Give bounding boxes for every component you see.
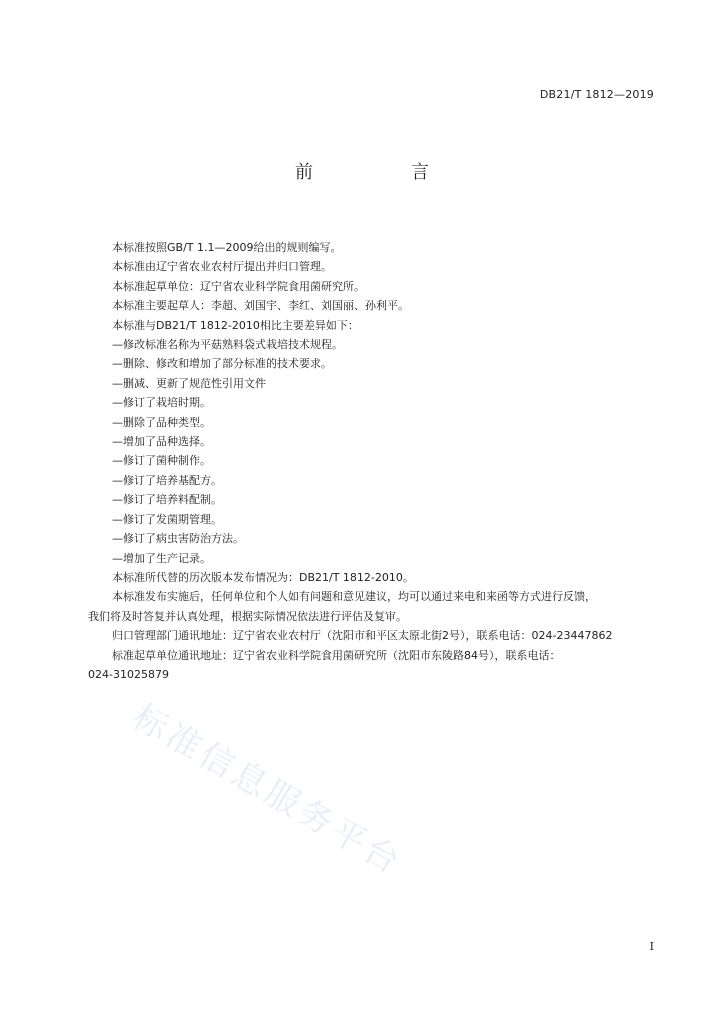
change-item: —修订了菌种制作。 [112,454,211,468]
paragraph-line: 本标准主要起草人：李超、刘国宇、李红、刘国丽、孙利平。 [112,299,409,313]
paragraph-line: 本标准与DB21/T 1812-2010相比主要差异如下： [112,318,359,332]
change-item: —修订了培养基配方。 [112,473,222,487]
change-item: —修订了培养料配制。 [112,493,222,507]
change-item: —修改标准名称为平菇熟料袋式栽培技术规程。 [112,338,343,352]
foreword-body [88,238,654,684]
change-item: —删除、修改和增加了部分标准的技术要求。 [112,357,332,371]
change-item: —删除了品种类型。 [112,415,211,429]
paragraph-line: 本标准由辽宁省农业农村厅提出并归口管理。 [112,260,332,274]
contact-phone: 024-31025879 [88,667,169,681]
feedback-line-1: 本标准发布实施后，任何单位和个人如有问题和意见建议，均可以通过来电和来函等方式进行反馈， [112,590,596,604]
document-code: DB21/T 1812—2019 [539,88,654,101]
change-item: —删减、更新了规范性引用文件 [112,376,266,390]
feedback-line-2: 我们将及时答复并认真处理，根据实际情况依法进行评估及复审。 [88,609,407,623]
contact-line-2: 标准起草单位通讯地址：辽宁省农业科学院食用菌研究所（沈阳市东陵路84号），联系电话： [112,648,561,662]
contact-line-1: 归口管理部门通讯地址：辽宁省农业农村厅（沈阳市和平区太原北街2号），联系电话：024-23447862 [112,629,613,643]
page-title: 前 言 [295,162,469,183]
change-item: —修订了发菌期管理。 [112,512,222,526]
change-item: —修订了栽培时期。 [112,396,211,410]
change-item: —修订了病虫害防治方法。 [112,532,244,546]
paragraph-line: 本标准所代替的历次版本发布情况为：DB21/T 1812-2010。 [112,570,414,584]
paragraph-line: 本标准按照GB/T 1.1—2009给出的规则编写。 [112,241,342,254]
paragraph-line: 本标准起草单位：辽宁省农业科学院食用菌研究所。 [112,279,365,293]
watermark: 标准信息服务平台 [126,696,410,884]
change-item: —增加了生产记录。 [112,551,211,565]
change-item: —增加了品种选择。 [112,435,211,449]
page-number: I [649,940,654,953]
